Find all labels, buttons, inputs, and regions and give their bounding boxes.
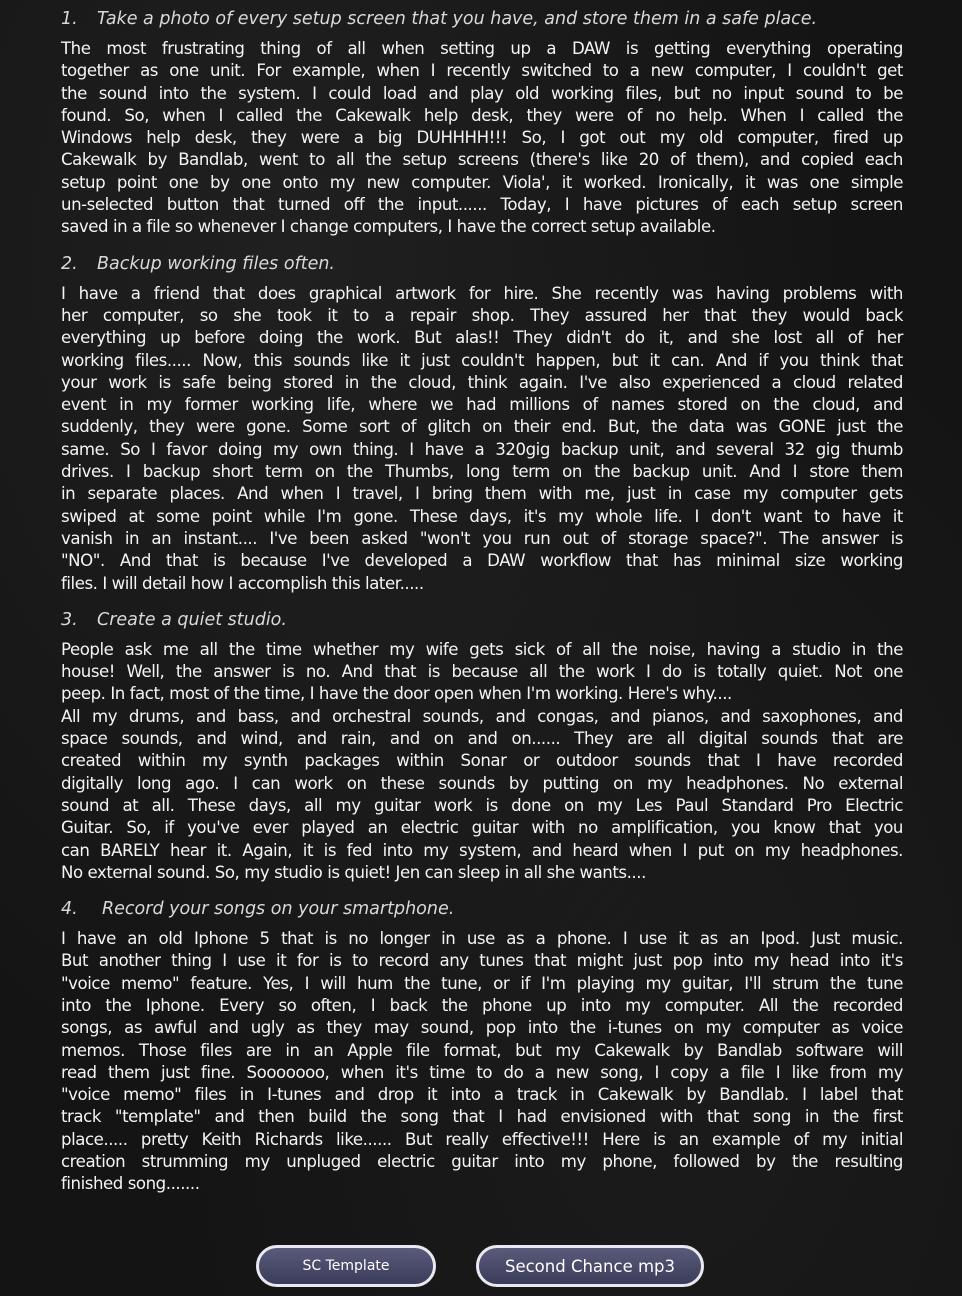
paragraph-line: can BARELY hear it. Again, it is fed into my system, and heard when I put on my headphones. [61,840,903,860]
paragraph-line: vanish in an instant.... I've been asked "won't you run out of storage space?". The answer is [61,528,903,548]
paragraph-line: "voice memo" feature. Yes, I will hum the tune, or if I'm playing my guitar, I'll strum the tune [61,973,903,993]
section-title: Create a quiet studio. [97,609,287,630]
paragraph-line: place..... pretty Keith Richards like...... But really effective!!! Here is an example of my initial [61,1129,903,1149]
section-number: 2. [61,253,78,274]
paragraph-line: read them just fine. Sooooooo, when it's time to do a new song, I copy a file I like from my [61,1062,903,1082]
paragraph-line: setup point one by one onto my new computer. Viola', it worked. Ironically, it was one simple [61,172,903,192]
paragraph-line: into the Iphone. Every so often, I back the phone up into my computer. All the recorded [61,995,903,1015]
paragraph-line: track "template" and then build the song that I had envisioned with that song in the first [61,1107,903,1127]
paragraph-line: People ask me all the time whether my wife gets sick of all the noise, having a studio in the [61,639,903,659]
section-number: 4. [61,899,78,920]
paragraph-line: saved in a file so whenever I change computers, I have the correct setup available. [61,217,716,237]
section-heading-3 [61,601,903,639]
paragraph-line: I have an old Iphone 5 that is no longer in use as a phone. I use it as an Ipod. Just music. [61,929,903,949]
paragraph-line: sound at all. These days, all my guitar work is done on my Les Paul Standard Pro Electric [61,795,903,815]
paragraph-line: un-selected button that turned off the input...... Today, I have pictures of each setup screen [61,195,903,215]
paragraph-line: "NO". And that is because I've developed a DAW workflow that has minimal size working [61,551,903,571]
paragraph-line: files. I will detail how I accomplish this later..... [61,573,424,593]
paragraph-line: Guitar. So, if you've ever played an electric guitar with no amplification, you know that you [61,818,903,838]
paragraph-line: her computer, so she took it to a repair shop. They assured her that they would back [61,305,903,325]
section-title: Backup working files often. [97,253,335,274]
paragraph-line: I have a friend that does graphical artwork for hire. She recently was having problems with [61,283,903,303]
sc-template-button-label: SC Template [302,1258,390,1274]
paragraph-line: "voice memo" files in I-tunes and drop it into a track in Cakewalk by Bandlab. I label that [61,1085,903,1105]
paragraph-line: creation strumming my unpluged electric guitar into my phone, followed by the resulting [61,1152,903,1172]
paragraph-line: created within my synth packages within Sonar or outdoor sounds that I have recorded [61,751,903,771]
paragraph-line: Cakewalk by Bandlab, went to all the setup screens (there's like 20 of them), and copied each [61,150,903,170]
section-title: Record your songs on your smartphone. [102,899,455,920]
paragraph-line: found. So, when I called the Cakewalk help desk, they were of no help. When I called the [61,105,903,125]
paragraph-line: But another thing I use it for is to record any tunes that might just pop into my head into it's [61,951,903,971]
article-body [61,0,903,1196]
section-heading-4 [61,890,903,928]
paragraph-line: peep. In fact, most of the time, I have the door open when I'm working. Here's why.... [61,684,732,704]
paragraph-line: songs, as awful and ugly as they may sound, pop into the i-tunes on my computer as voice [61,1018,903,1038]
section-number: 3. [61,609,78,630]
paragraph-line: The most frustrating thing of all when setting up a DAW is getting everything operating [61,39,903,58]
second-chance-mp3-button-label: Second Chance mp3 [504,1256,676,1276]
section-heading-2 [61,245,903,283]
paragraph-line: in separate places. And when I travel, I bring them with me, just in case my computer gets [61,484,903,504]
paragraph-line: digitally long ago. I can work on these sounds by putting on my headphones. No external [61,773,903,793]
section-paragraph-1 [61,38,903,239]
paragraph-line: event in my former working life, where we had millions of names stored on the cloud, and [61,395,903,415]
paragraph-line: drives. I backup short term on the Thumbs, long term on the backup unit. And I store them [61,462,903,482]
paragraph-line: suddenly, they were gone. Some sort of glitch on their end. But, the data was GONE just the [61,417,903,437]
paragraph-line: house! Well, the answer is no. And that is because all the work I do is totally quiet. Not one [61,662,903,682]
paragraph-line: everything up before doing the work. But alas!! They didn't do it, and she lost all of her [61,328,903,348]
section-heading-1 [61,0,903,38]
section-paragraph-2 [61,283,903,595]
section-paragraph-4 [61,928,903,1196]
section-paragraph-3 [61,639,903,884]
paragraph-line: together as one unit. For example, when I recently switched to a new computer, I couldn't get [61,61,903,81]
paragraph-line: the sound into the system. I could load and play old working files, but no input sound to be [61,83,903,103]
paragraph-line: same. So I favor doing my own thing. I have a 320gig backup unit, and several 32 gig thumb [61,439,903,459]
paragraph-line: All my drums, and bass, and orchestral sounds, and congas, and pianos, and saxophones, and [61,706,903,726]
paragraph-line: No external sound. So, my studio is quiet! Jen can sleep in all she wants.... [61,862,646,882]
sc-template-button[interactable] [256,1245,436,1287]
paragraph-line: space sounds, and wind, and rain, and on and on...... They are all digital sounds that are [61,729,903,749]
second-chance-mp3-button[interactable] [476,1245,704,1287]
paragraph-line: your work is safe being stored in the cloud, think again. I've also experienced a cloud related [61,372,903,392]
paragraph-line: working files..... Now, this sounds like it just couldn't happen, but it can. And if you think that [61,350,903,370]
paragraph-line: finished song....... [61,1174,200,1194]
paragraph-line: memos. Those files are in an Apple file format, but my Cakewalk by Bandlab software will [61,1040,903,1060]
section-title: Take a photo of every setup screen that you have, and store them in a safe place. [97,9,818,29]
paragraph-line: swiped at some point while I'm gone. These days, it's my whole life. I don't want to have it [61,506,903,526]
paragraph-line: Windows help desk, they were a big DUHHHH!!! So, I got out my old computer, fired up [61,128,903,148]
section-number: 1. [61,9,78,29]
